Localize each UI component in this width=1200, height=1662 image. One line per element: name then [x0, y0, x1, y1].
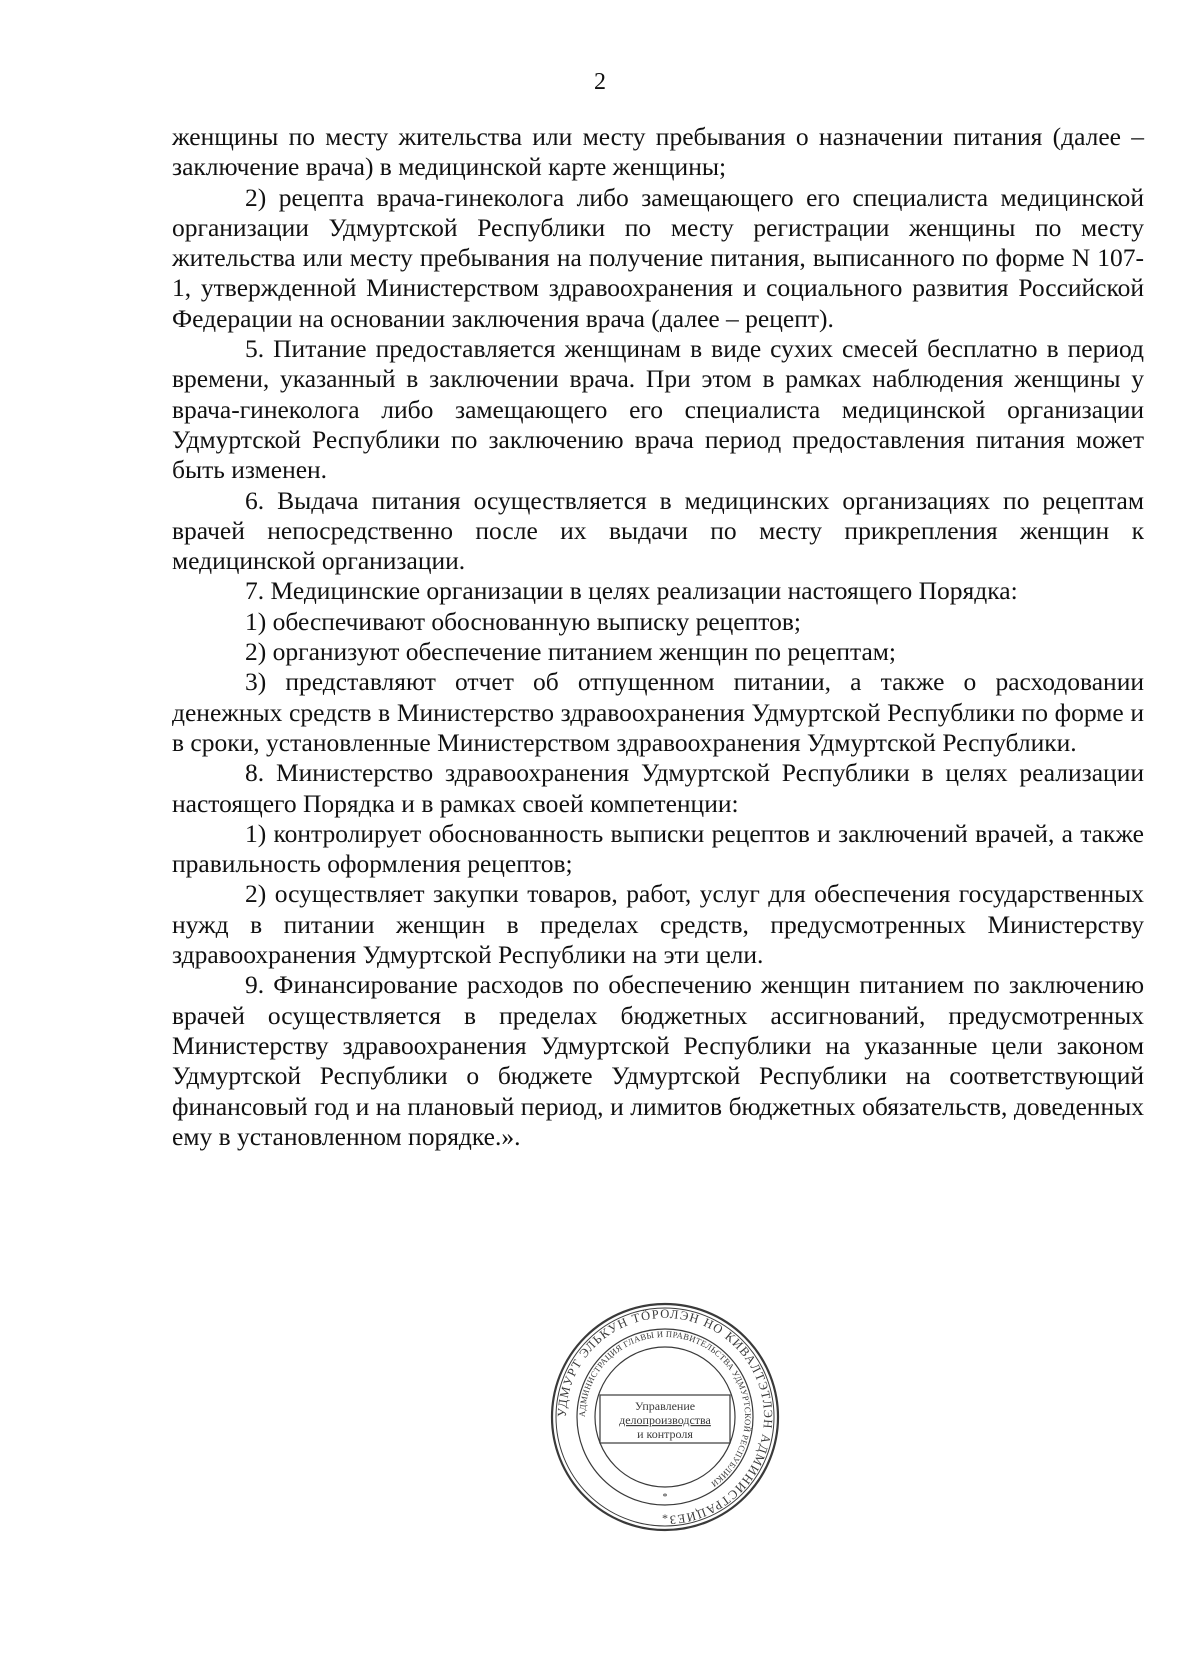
- document-body: [172, 122, 1144, 1152]
- paragraph: женщины по месту жительства или месту пребывания о назначении питания (далее – заключение врача) в медицинской карте женщины;: [172, 122, 1144, 182]
- seal-outer-ring-text: УДМУРТ ЭЛЬКУН ТӦРОЛЭН НО КИВАЛТЭТЛЭН АДМИНИСТРАЦИЕЗ: [554, 1306, 776, 1527]
- paragraph: 2) осуществляет закупки товаров, работ, услуг для обеспечения государственных нужд в питании женщин в пределах средств, предусмотренных Министерству здравоохранения Удмуртской Республики на эти цели.: [172, 879, 1144, 970]
- paragraph: 5. Питание предоставляется женщинам в виде сухих смесей бесплатно в период времени, указанный в заключении врача. При этом в рамках наблюдения женщины у врача-гинеколога либо замещающего его специалиста медицинской организации Удмуртской Республики по заключению врача период предоставления питания может быть изменен.: [172, 334, 1144, 485]
- paragraph: 6. Выдача питания осуществляется в медицинских организациях по рецептам врачей непосредственно после их выдачи по месту прикрепления женщин к медицинской организации.: [172, 485, 1144, 576]
- paragraph: 2) рецепта врача-гинеколога либо замещающего его специалиста медицинской организации Удмуртской Республики по месту регистрации женщины по месту жительства или месту пребывания на получение питания, выписанного по форме N 107-1, утвержденной Министерством здравоохранения и социального развития Российской Федерации на основании заключения врача (далее – рецепт).: [172, 182, 1144, 333]
- paragraph: 1) обеспечивают обоснованную выписку рецептов;: [245, 606, 801, 636]
- paragraph: 3) представляют отчет об отпущенном питании, а также о расходовании денежных средств в Министерство здравоохранения Удмуртской Республики по форме и в сроки, установленные Министерством здравоохранения Удмуртской Республики.: [172, 667, 1144, 757]
- paragraph: 9. Финансирование расходов по обеспечению женщин питанием по заключению врачей осуществляется в пределах бюджетных ассигнований, предусмотренных Министерству здравоохранения Удмуртской Республики на указанные цели законом Удмуртской Республики о бюджете Удмуртской Республики на соответствующий финансовый год и на плановый период, и лимитов бюджетных обязательств, доведенных ему в установленном порядке.».: [172, 970, 1144, 1151]
- seal-star-icon: *: [662, 1511, 668, 1525]
- seal-center-line-2: делопроизводства: [619, 1413, 711, 1427]
- page-number: 2: [594, 69, 606, 95]
- paragraph: 2) организуют обеспечение питанием женщин по рецептам;: [245, 637, 897, 667]
- paragraph: 8. Министерство здравоохранения Удмуртской Республики в целях реализации настоящего Порядка и в рамках своей компетенции:: [172, 758, 1144, 818]
- paragraph: 7. Медицинские организации в целях реализации настоящего Порядка:: [245, 576, 1018, 606]
- seal-graphic: [548, 1300, 782, 1534]
- seal-center-line-1: Управление: [634, 1399, 696, 1413]
- paragraph: 1) контролирует обоснованность выписки рецептов и заключений врачей, а также правильность оформления рецептов;: [172, 818, 1144, 879]
- seal-star-icon: *: [662, 1492, 668, 1503]
- seal-center-line-3: и контроля: [637, 1427, 693, 1441]
- seal-inner-ring-text: АДМИНИСТРАЦИЯ ГЛАВЫ И ПРАВИТЕЛЬСТВА УДМУРТСКОЙ РЕСПУБЛИКИ: [576, 1328, 754, 1490]
- official-seal: [548, 1300, 782, 1534]
